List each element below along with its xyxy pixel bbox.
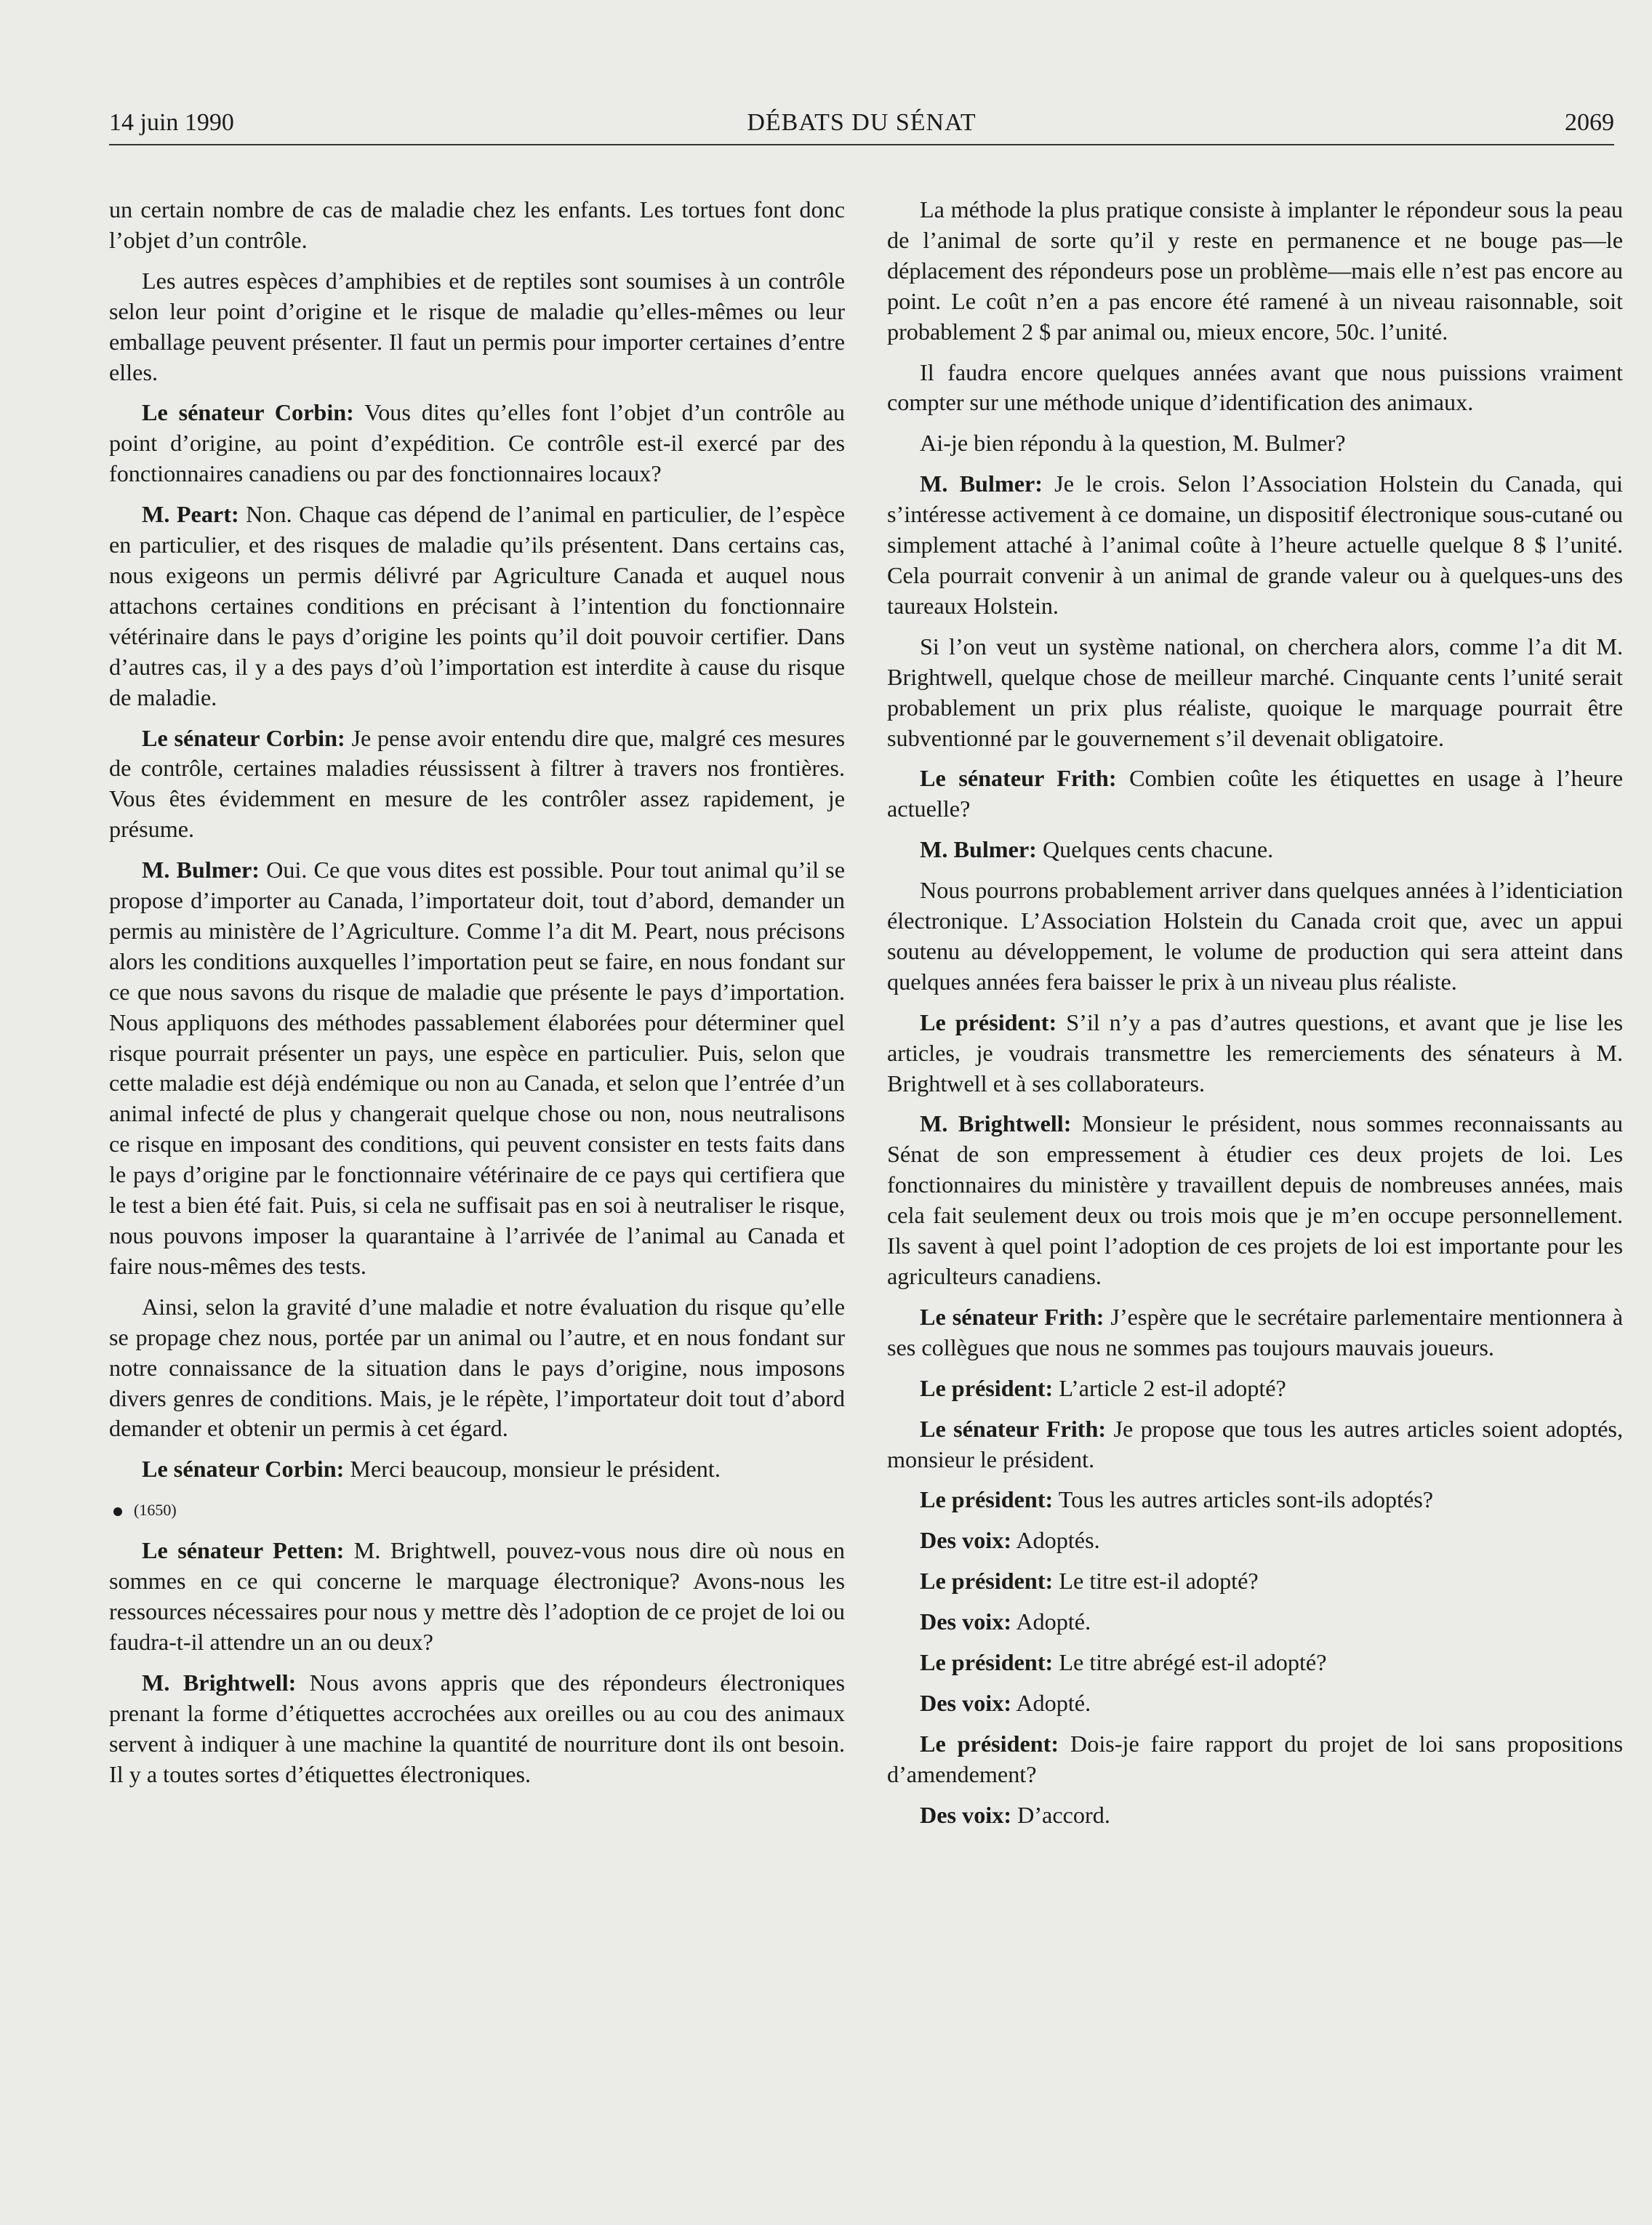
speaker-name: Le sénateur Corbin: (142, 1456, 345, 1483)
paragraph: Ainsi, selon la gravité d’une maladie et notre évaluation du risque qu’elle se propage chez nous, portée par un animal ou l’autre, et en nous fondant sur notre connaissance de la situation dans le pays d’origine, nous imposons divers genres de conditions. Mais, je le répète, l’importateur doit tout d’abord demander et obtenir un permis à cet égard. (109, 1293, 845, 1442)
running-header (109, 108, 1614, 145)
page-number: 2069 (1565, 109, 1614, 136)
speech-paragraph: Le sénateur Corbin: Je pense avoir entendu dire que, malgré ces mesures de contrôle, certaines maladies réussissent à filtrer à travers nos frontières. Vous êtes évidemment en mesure de les contrôler assez rapidement, je présume. (109, 724, 846, 843)
speaker-name: M. Bulmer: (142, 857, 260, 883)
speaker-name: M. Peart: (142, 501, 239, 528)
speaker-name: Des voix: (920, 1689, 1012, 1716)
speech-paragraph: Le sénateur Frith: J’espère que le secrétaire parlementaire mentionnera à ses collègues que nous ne sommes pas toujours mauvais joueurs. (887, 1303, 1623, 1360)
speech-paragraph: Le président: Le titre abrégé est-il adopté? (920, 1649, 1327, 1676)
paragraph: Nous pourrons probablement arriver dans quelques années à l’identiciation électronique. L’Association Holstein du Canada croit que, avec un appui soutenu au développement, le volume de production qui sera atteint dans quelques années fera baisser le prix à un niveau plus réaliste. (887, 877, 1623, 995)
speech-paragraph: Le sénateur Corbin: Vous dites qu’elles font l’objet d’un contrôle au point d’origine, au point d’expédition. Ce contrôle est-il exercé par des fonctionnaires canadiens ou par des fonctionnaires locaux? (109, 399, 845, 487)
speech-paragraph: Le président: Dois-je faire rapport du projet de loi sans propositions d’amendement? (887, 1730, 1624, 1787)
speech-paragraph: Le sénateur Frith: Combien coûte les étiquettes en usage à l’heure actuelle? (887, 765, 1623, 822)
speech-paragraph: Le président: Le titre est-il adopté? (920, 1568, 1259, 1595)
speech-paragraph: M. Brightwell: Monsieur le président, nous sommes reconnaissants au Sénat de son empressement à étudier ces deux projets de loi. Les fonctionnaires du ministère y travaillent depuis de nombreuses années, mais cela fait seulement deux ou trois mois que je m’en occupe personnellement. Ils savent à quel point l’adoption de ces projets de loi est importante pour les agriculteurs canadiens. (887, 1110, 1624, 1289)
header-date: 14 juin 1990 (109, 109, 234, 136)
speech-paragraph: M. Bulmer: Je le crois. Selon l’Association Holstein du Canada, qui s’intéresse activement à ce domaine, un dispositif électronique sous-cutané ou simplement attaché à l’animal coûte à l’heure actuelle quelque 8 $ l’unité. Cela pourrait convenir à un animal de grande valeur ou à quelques-uns des taureaux Holstein. (887, 470, 1624, 619)
speaker-name: Des voix: (920, 1608, 1012, 1635)
speaker-name: Le président: (920, 1486, 1054, 1513)
speaker-name: Le président: (920, 1009, 1057, 1035)
paragraph: un certain nombre de cas de maladie chez les enfants. Les tortues font donc l’objet d’un contrôle. (109, 196, 845, 253)
speaker-name: Des voix: (920, 1801, 1012, 1828)
speaker-name: Le président: (920, 1374, 1054, 1401)
speaker-name: Le président: (920, 1568, 1054, 1595)
speaker-name: Le sénateur Petten: (142, 1537, 345, 1564)
header-title: DÉBATS DU SÉNAT (747, 109, 977, 136)
speaker-name: Le président: (920, 1649, 1054, 1676)
speech-paragraph: Des voix: D’accord. (920, 1801, 1110, 1828)
paragraph: Ai-je bien répondu à la question, M. Bulmer? (920, 430, 1346, 457)
speaker-name: M. Brightwell: (920, 1110, 1072, 1137)
speech-paragraph: M. Bulmer: Quelques cents chacune. (920, 836, 1274, 863)
paragraph: La méthode la plus pratique consiste à implanter le répondeur sous la peau de l’animal de sorte qu’il y reste en permanence et ne bouge pas—le déplacement des répondeurs pose un problème—mais elle n’est pas encore au point. Le coût n’en a pas encore été ramené à un niveau raisonnable, soit probablement 2 $ par animal ou, mieux encore, 50c. l’unité. (887, 196, 1623, 345)
speaker-name: M. Bulmer: (920, 836, 1037, 863)
speaker-name: M. Bulmer: (920, 470, 1043, 497)
time-marker: (1650) (109, 1495, 845, 1526)
speaker-name: Le sénateur Frith: (920, 1415, 1107, 1442)
speech-paragraph: Le président: Tous les autres articles sont-ils adoptés? (920, 1486, 1434, 1513)
speech-paragraph: Le président: S’il n’y a pas d’autres questions, et avant que je lise les articles, je voudrais transmettre les remerciements des sénateurs à M. Brightwell et à ses collaborateurs. (887, 1009, 1623, 1097)
speech-paragraph: Des voix: Adopté. (920, 1689, 1091, 1716)
speech-paragraph: Des voix: Adoptés. (920, 1527, 1100, 1554)
speaker-name: Le sénateur Corbin: (142, 724, 345, 751)
speech-paragraph: Des voix: Adopté. (920, 1608, 1091, 1635)
speech-paragraph: M. Peart: Non. Chaque cas dépend de l’animal en particulier, de l’espèce en particulier, et des risques de maladie qu’ils présentent. Dans certains cas, nous exigeons un permis délivré par Agriculture Canada et auquel nous attachons certaines conditions en précisant à l’intention du fonctionnaire vétérinaire dans le pays d’origine les points qu’il doit pouvoir certifier. Dans d’autres cas, il y a des pays d’où l’importation est interdite à cause du risque de maladie. (109, 501, 845, 710)
speech-paragraph: M. Brightwell: Nous avons appris que des répondeurs électroniques prenant la forme d’étiquettes accrochées aux oreilles ou au cou des animaux servent à indiquer à une machine la quantité de nourriture dont ils ont besoin. Il y a toutes sortes d’étiquettes électroniques. (109, 1669, 845, 1787)
speech-paragraph: Le sénateur Corbin: Merci beaucoup, monsieur le président. (142, 1456, 721, 1483)
speaker-name: M. Brightwell: (142, 1669, 297, 1696)
speaker-name: Le président: (920, 1730, 1059, 1757)
speech-paragraph: M. Bulmer: Oui. Ce que vous dites est possible. Pour tout animal qu’il se propose d’importer au Canada, l’importateur doit, tout d’abord, demander un permis au ministère de l’Agriculture. Comme l’a dit M. Peart, nous précisons alors les conditions auxquelles l’importation peut se faire, en nous fondant sur ce que nous savons du risque de maladie que présente le pays d’importation. Nous appliquons des méthodes passablement élaborées pour déterminer quel risque pourrait présenter un pays, une espèce en particulier. Puis, selon que cette maladie est déjà endémique ou non au Canada, et selon que l’entrée d’un animal infecté de plus y changerait quelque chose ou non, nous neutralisons ce risque en imposant des conditions, qui peuvent consister en tests faits dans le pays d’origine par le fonctionnaire vétérinaire de ce pays qui certifiera que le test a bien été fait. Puis, si cela ne suffisait pas en soi à neutraliser le risque, nous pouvons imposer la quarantaine à l’arrivée de l’animal au Canada et faire nous-mêmes des tests. (109, 857, 845, 1279)
speaker-name: Le sénateur Corbin: (142, 399, 354, 426)
right-column (887, 195, 1623, 1841)
paragraph: Si l’on veut un système national, on cherchera alors, comme l’a dit M. Brightwell, quelque chose de meilleur marché. Cinquante cents l’unité serait probablement un prix plus réaliste, quoique le marquage pourrait être subventionné par le gouvernement s’il devenait obligatoire. (887, 633, 1623, 751)
speech-paragraph: Le sénateur Petten: M. Brightwell, pouvez-vous nous dire où nous en sommes en ce qui concerne le marquage électronique? Avons-nous les ressources nécessaires pour nous y mettre dès l’adoption de ce projet de loi ou faudra-t-il attendre un an ou deux? (109, 1537, 845, 1655)
speaker-name: Le sénateur Frith: (920, 1303, 1104, 1330)
speaker-name: Le sénateur Frith: (920, 765, 1117, 792)
paragraph: Il faudra encore quelques années avant que nous puissions vraiment compter sur une méthode unique d’identification des animaux. (887, 358, 1623, 416)
bullet-icon (113, 1507, 122, 1516)
speaker-name: Des voix: (920, 1527, 1012, 1554)
left-column (109, 195, 845, 1800)
paragraph: Les autres espèces d’amphibies et de reptiles sont soumises à un contrôle selon leur point d’origine et le risque de maladie qu’elles-mêmes ou leur emballage peuvent présenter. Il faut un permis pour importer certaines d’entre elles. (109, 267, 845, 385)
speech-paragraph: Le président: L’article 2 est-il adopté? (920, 1374, 1286, 1401)
speech-paragraph: Le sénateur Frith: Je propose que tous les autres articles soient adoptés, monsieur le président. (887, 1415, 1623, 1472)
